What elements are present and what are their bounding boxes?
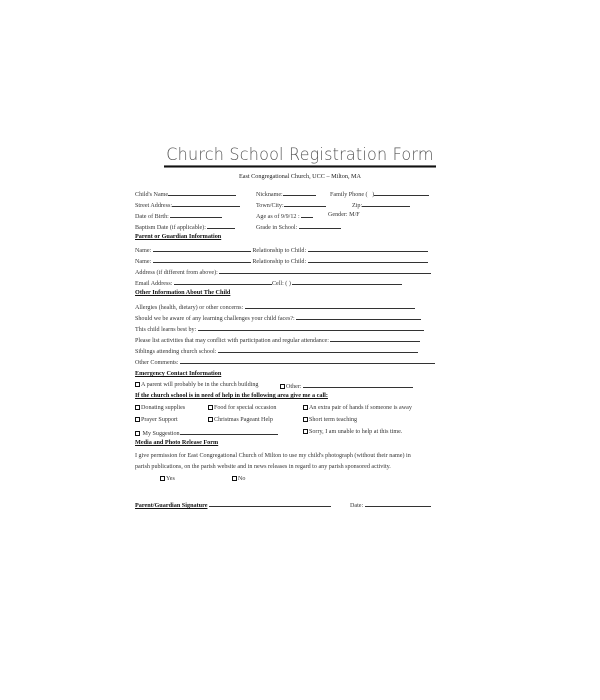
emergency-other-checkbox[interactable] <box>280 384 285 389</box>
help-heading: If the church school is in need of help in the following area give me a call: <box>135 392 328 399</box>
title-wrap <box>0 146 600 167</box>
parent-in-building-checkbox[interactable] <box>135 382 140 387</box>
parent-address-row <box>135 267 431 277</box>
teaching-label: Short term teaching <box>309 417 358 423</box>
conflicts-row <box>135 335 420 345</box>
grade-field[interactable] <box>299 222 341 229</box>
date-label: Date: <box>350 503 364 509</box>
street-address-field[interactable] <box>172 200 240 207</box>
suggestion-label: My Suggestion <box>142 431 180 437</box>
family-phone-paren: ) <box>372 192 375 198</box>
photo-no-label: No <box>238 476 246 482</box>
learns-best-field[interactable] <box>198 324 424 331</box>
comments-field[interactable] <box>180 357 435 364</box>
suggestion-checkbox[interactable] <box>135 431 140 436</box>
siblings-row <box>135 346 418 356</box>
prayer-label: Prayer Support <box>141 417 178 423</box>
gender-label: Gender: M/F <box>328 212 360 218</box>
allergies-field[interactable] <box>245 302 415 309</box>
media-heading: Media and Photo Release Form <box>135 439 219 446</box>
learns-best-label: This child learns best by: <box>135 327 197 333</box>
help-option-donating <box>135 404 185 412</box>
teaching-checkbox[interactable] <box>303 417 308 422</box>
comments-label: Other Comments: <box>135 360 179 366</box>
parent-name-1-field[interactable] <box>153 245 251 252</box>
unable-label: Sorry, I am unable to help at this time. <box>309 429 403 435</box>
help-option-unable <box>303 428 402 436</box>
parent-name-2-field[interactable] <box>153 256 251 263</box>
form-title: Church School Registration Form <box>164 145 435 167</box>
parent-name-1-label: Name: <box>135 248 152 254</box>
parent-name-1-row <box>135 245 428 255</box>
siblings-label: Siblings attending church school: <box>135 349 217 355</box>
cell-label: Cell: ( ) <box>271 281 291 287</box>
allergies-label: Allergies (health, dietary) or other concerns: <box>135 305 244 311</box>
age-row <box>256 211 313 221</box>
emergency-other-row <box>280 381 413 391</box>
unable-checkbox[interactable] <box>303 429 308 434</box>
street-address-label: Street Address: <box>135 203 173 209</box>
baptism-label: Baptism Date (if applicable): <box>135 225 206 231</box>
help-option-suggestion <box>135 428 278 438</box>
zip-label: Zip: <box>352 203 363 209</box>
relationship-2-label: Relationship to Child: <box>252 259 307 265</box>
help-option-teaching <box>303 416 357 424</box>
help-option-food <box>208 404 276 412</box>
baptism-field[interactable] <box>207 222 235 229</box>
zip-row <box>352 200 410 210</box>
suggestion-field[interactable] <box>180 428 278 435</box>
baptism-row <box>135 222 235 232</box>
parent-address-label: Address (if different from above): <box>135 270 218 276</box>
extra-hands-checkbox[interactable] <box>303 405 308 410</box>
help-option-pageant <box>208 416 273 424</box>
street-address-row <box>135 200 240 210</box>
gender-row <box>328 211 360 219</box>
other-info-heading: Other Information About The Child <box>135 289 231 296</box>
parent-address-field[interactable] <box>219 267 431 274</box>
learning-row <box>135 313 421 323</box>
photo-no-checkbox[interactable] <box>232 476 237 481</box>
learning-field[interactable] <box>296 313 421 320</box>
childs-name-row <box>135 189 236 199</box>
town-city-row <box>256 200 326 210</box>
dob-field[interactable] <box>170 211 222 218</box>
signature-row <box>135 500 331 510</box>
photo-yes-checkbox[interactable] <box>160 476 165 481</box>
age-field[interactable] <box>301 211 313 218</box>
pageant-checkbox[interactable] <box>208 417 213 422</box>
photo-yes-label: Yes <box>166 476 175 482</box>
donating-checkbox[interactable] <box>135 405 140 410</box>
food-checkbox[interactable] <box>208 405 213 410</box>
dob-label: Date of Birth: <box>135 214 169 220</box>
relationship-1-field[interactable] <box>308 245 428 252</box>
prayer-checkbox[interactable] <box>135 417 140 422</box>
learns-best-row <box>135 324 424 334</box>
family-phone-label: Family Phone ( <box>330 192 368 198</box>
parent-heading: Parent or Guardian Information <box>135 233 222 240</box>
donating-label: Donating supplies <box>141 405 186 411</box>
help-option-extra-hands <box>303 404 412 412</box>
photo-no-option <box>232 475 245 483</box>
food-label: Food for special occasion <box>214 405 277 411</box>
childs-name-field[interactable] <box>168 189 236 196</box>
family-phone-field[interactable] <box>374 189 429 196</box>
photo-yes-option <box>160 475 175 483</box>
emergency-heading: Emergency Contact Information <box>135 370 222 377</box>
cell-field[interactable] <box>292 278 402 285</box>
allergies-row <box>135 302 415 312</box>
form-subtitle: East Congregational Church, UCC – Milton, MA <box>238 173 362 180</box>
nickname-field[interactable] <box>283 189 316 196</box>
comments-row <box>135 357 435 367</box>
relationship-1-label: Relationship to Child: <box>252 248 307 254</box>
nickname-row <box>256 189 316 199</box>
email-cell-row <box>135 278 402 288</box>
signature-field[interactable] <box>209 500 331 507</box>
signature-label: Parent/Guardian Signature <box>135 502 208 509</box>
email-label: Email Address: <box>135 281 173 287</box>
conflicts-label: Please list activities that may conflict with participation and regular attendance: <box>135 338 329 344</box>
emergency-options-row <box>135 381 258 389</box>
emergency-other-field[interactable] <box>303 381 413 388</box>
learning-label: Should we be aware of any learning challenges your child faces?: <box>135 316 295 322</box>
emergency-other-label: Other: <box>286 384 302 390</box>
grade-row <box>256 222 341 232</box>
relationship-2-field[interactable] <box>308 256 428 263</box>
family-phone-row <box>330 189 429 199</box>
conflicts-field[interactable] <box>330 335 420 342</box>
siblings-field[interactable] <box>218 346 418 353</box>
grade-label: Grade in School: <box>256 225 298 231</box>
date-field[interactable] <box>365 500 431 507</box>
help-option-prayer <box>135 416 178 424</box>
dob-row <box>135 211 222 221</box>
nickname-label: Nickname: <box>256 192 283 198</box>
permission-line-2: parish publications, on the parish website and in news releases in regard to any parish sponsored activity. <box>135 464 391 470</box>
parent-name-2-label: Name: <box>135 259 152 265</box>
parent-name-2-row <box>135 256 428 266</box>
childs-name-label: Child's Name <box>135 192 169 198</box>
date-row <box>350 500 431 510</box>
parent-in-building-label: A parent will probably be in the church building <box>141 382 259 388</box>
town-city-label: Town/City: <box>256 203 284 209</box>
extra-hands-label: An extra pair of hands if someone is away <box>309 405 412 411</box>
pageant-label: Christmas Pageant Help <box>214 417 273 423</box>
town-city-field[interactable] <box>284 200 326 207</box>
permission-line-1: I give permission for East Congregational Church of Milton to use my child's photograph (without their name) in <box>135 453 411 459</box>
zip-field[interactable] <box>362 200 410 207</box>
age-label: Age as of 9/9/12 : <box>256 214 300 220</box>
email-field[interactable] <box>174 278 272 285</box>
